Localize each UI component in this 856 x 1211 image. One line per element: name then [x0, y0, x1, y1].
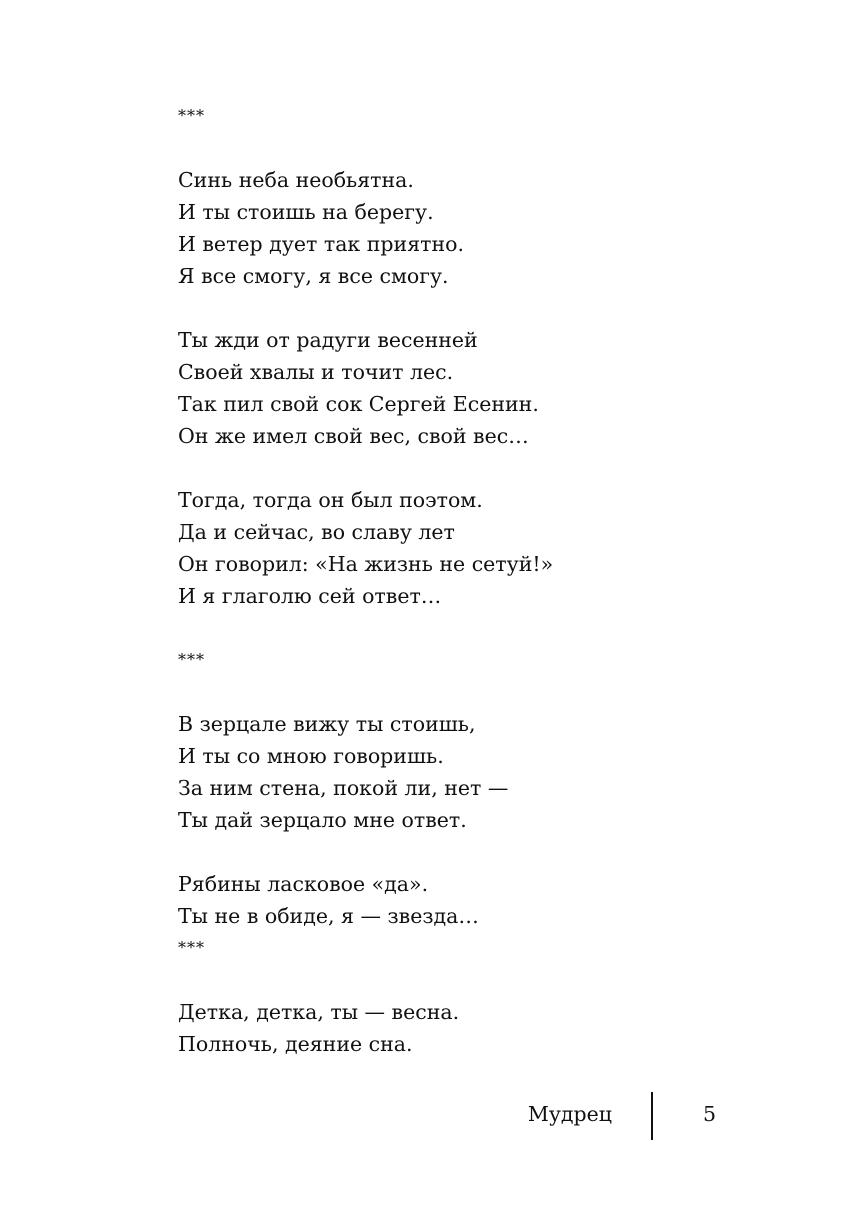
verse-line: Своей хвалы и точит лес. [178, 360, 454, 384]
verse-line: За ним стена, покой ли, нет — [178, 776, 509, 800]
verse-line: Он же имел свой вес, свой вес… [178, 424, 529, 448]
verse-line: Ты дай зерцало мне ответ. [178, 808, 467, 832]
verse-line: И ветер дует так приятно. [178, 232, 464, 256]
verse-line: Синь неба необьятна. [178, 168, 414, 192]
stanza [178, 484, 778, 612]
verse-line: И ты со мною говоришь. [178, 744, 444, 768]
verse-line: Детка, детка, ты — весна. [178, 1000, 460, 1024]
verse-line: Он говорил: «На жизнь не сетуй!» [178, 552, 554, 576]
stanza [178, 324, 778, 452]
stanza [178, 708, 778, 836]
footer-divider [651, 1092, 653, 1140]
verse-line: Да и сейчас, во славу лет [178, 520, 455, 544]
verse-line: И ты стоишь на берегу. [178, 200, 434, 224]
page-footer [0, 1092, 856, 1140]
verse-line: Я все смогу, я все смогу. [178, 264, 449, 288]
page-number: 5 [703, 1102, 717, 1126]
stanza [178, 996, 778, 1060]
stanza [178, 164, 778, 292]
verse-line: Полночь, деяние сна. [178, 1032, 413, 1056]
poem-text [178, 100, 778, 1060]
verse-line: Тогда, тогда он был поэтом. [178, 488, 483, 512]
verse-line: Ты жди от радуги весенней [178, 328, 478, 352]
verse-line: Рябины ласковое «да». [178, 872, 429, 896]
verse-line: Ты не в обиде, я — звезда… [178, 904, 479, 928]
verse-line: В зерцале вижу ты стоишь, [178, 712, 476, 736]
stanza [178, 868, 778, 932]
book-title: Мудрец [527, 1102, 612, 1126]
section-separator: *** [178, 650, 205, 669]
verse-line: Так пил свой сок Сергей Есенин. [178, 392, 539, 416]
section-separator: *** [178, 938, 205, 957]
verse-line: И я глаголю сей ответ… [178, 584, 442, 608]
section-separator: *** [178, 106, 205, 125]
